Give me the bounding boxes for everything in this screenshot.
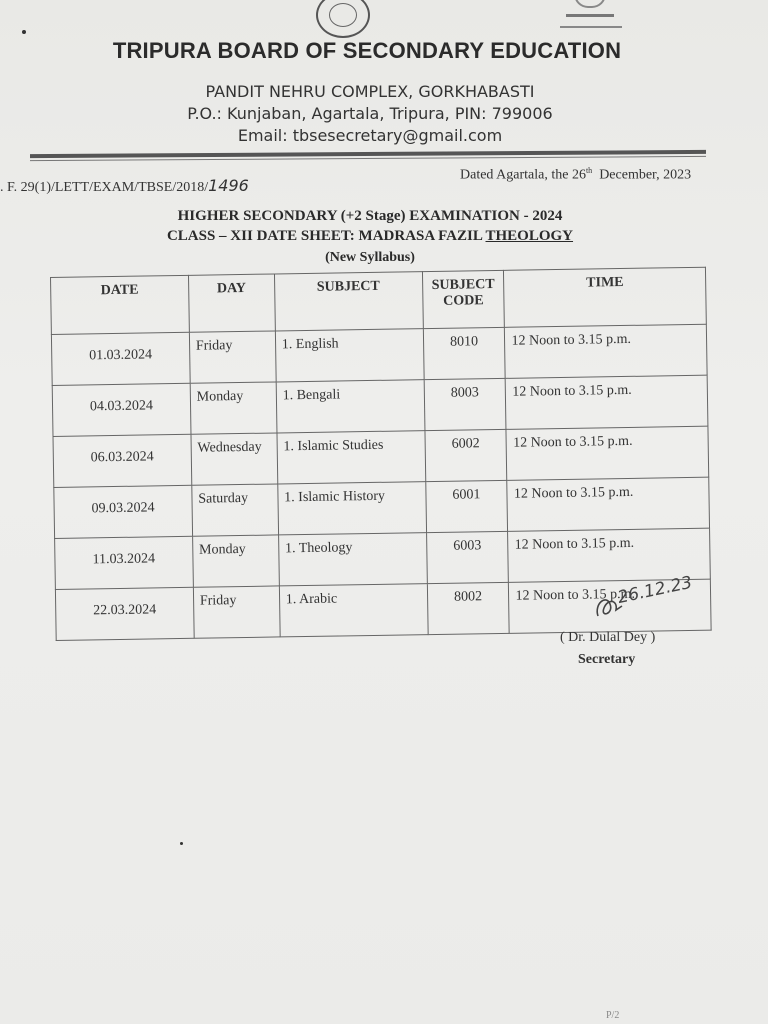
time-cell: 12 Noon to 3.15 p.m. (508, 528, 710, 582)
column-header-subject: SUBJECT (274, 272, 423, 331)
subject-code-cell: 6001 (425, 480, 508, 532)
day-cell: Wednesday (191, 433, 278, 485)
date-cell: 09.03.2024 (54, 485, 193, 538)
subject-cell: 1. English (275, 329, 424, 382)
date-cell: 06.03.2024 (53, 434, 192, 487)
time-cell: 12 Noon to 3.15 p.m. (506, 426, 708, 480)
ink-dot (180, 842, 183, 845)
subject-code-cell: 8003 (424, 378, 507, 430)
time-cell: 12 Noon to 3.15 p.m. (506, 375, 708, 429)
address-line-2: P.O.: Kunjaban, Agartala, Tripura, PIN: 799006 (187, 104, 553, 123)
subject-code-cell: 8010 (423, 327, 506, 379)
date-sheet-heading-prefix: CLASS – XII DATE SHEET: MADRASA FAZIL (166, 228, 486, 244)
day-cell: Monday (192, 535, 279, 587)
page-number: P/2 (606, 1010, 620, 1021)
day-cell: Friday (189, 331, 276, 383)
date-sheet-table (50, 267, 712, 641)
date-cell: 11.03.2024 (55, 536, 194, 589)
exam-heading: HIGHER SECONDARY (+2 Stage) EXAMINATION - 2024 (177, 208, 563, 224)
subject-cell: 1. Bengali (276, 380, 425, 433)
subject-code-cell: 6003 (426, 531, 509, 583)
address-line-1: PANDIT NEHRU COMPLEX, GORKHABASTI (205, 82, 535, 101)
dated-line (460, 166, 691, 184)
board-seal-logo (316, 0, 370, 38)
date-cell: 22.03.2024 (55, 587, 194, 640)
subject-cell: 1. Islamic Studies (277, 431, 426, 484)
column-header-date: DATE (51, 275, 190, 334)
date-sheet-heading (0, 228, 740, 245)
signer-designation: Secretary (578, 652, 636, 667)
date-cell: 01.03.2024 (51, 332, 190, 385)
signature-date: 26.12.23 (615, 572, 695, 608)
memo-number-handwritten: 1496 (208, 176, 249, 195)
day-cell: Monday (190, 382, 277, 434)
emblem-logo (560, 0, 622, 34)
subject-cell: 1. Arabic (279, 584, 428, 637)
dated-suffix-sup: th (585, 166, 593, 175)
column-header-subject-code: SUBJECT CODE (422, 270, 505, 328)
date-cell: 04.03.2024 (52, 383, 191, 436)
board-name: TRIPURA BOARD OF SECONDARY EDUCATION (112, 38, 622, 63)
subject-code-cell: 8002 (427, 582, 510, 634)
day-cell: Saturday (192, 484, 279, 536)
date-sheet-heading-underlined: THEOLOGY (485, 228, 574, 244)
signer-name: ( Dr. Dulal Dey ) (560, 630, 656, 645)
subject-code-cell: 6002 (424, 429, 507, 481)
memo-number-printed: . F. 29(1)/LETT/EXAM/TBSE/2018/ (0, 180, 209, 195)
column-header-time: TIME (504, 267, 706, 327)
email-line: Email: tbsesecretary@gmail.com (237, 126, 503, 145)
memo-number (0, 176, 249, 196)
syllabus-note: (New Syllabus) (325, 250, 415, 265)
time-cell: 12 Noon to 3.15 p.m. (505, 324, 707, 378)
time-cell: 12 Noon to 3.15 p.m. (507, 477, 709, 531)
dated-prefix: Dated Agartala, the 26 (460, 167, 586, 183)
subject-cell: 1. Theology (278, 533, 427, 586)
subject-cell: 1. Islamic History (278, 482, 427, 535)
column-header-day: DAY (188, 274, 275, 332)
table-header-row (51, 267, 707, 334)
day-cell: Friday (193, 586, 280, 638)
ink-dot (22, 30, 26, 34)
dated-month-year: December, 2023 (599, 167, 692, 183)
time-cell: 12 Noon to 3.15 p.m. (509, 579, 711, 633)
